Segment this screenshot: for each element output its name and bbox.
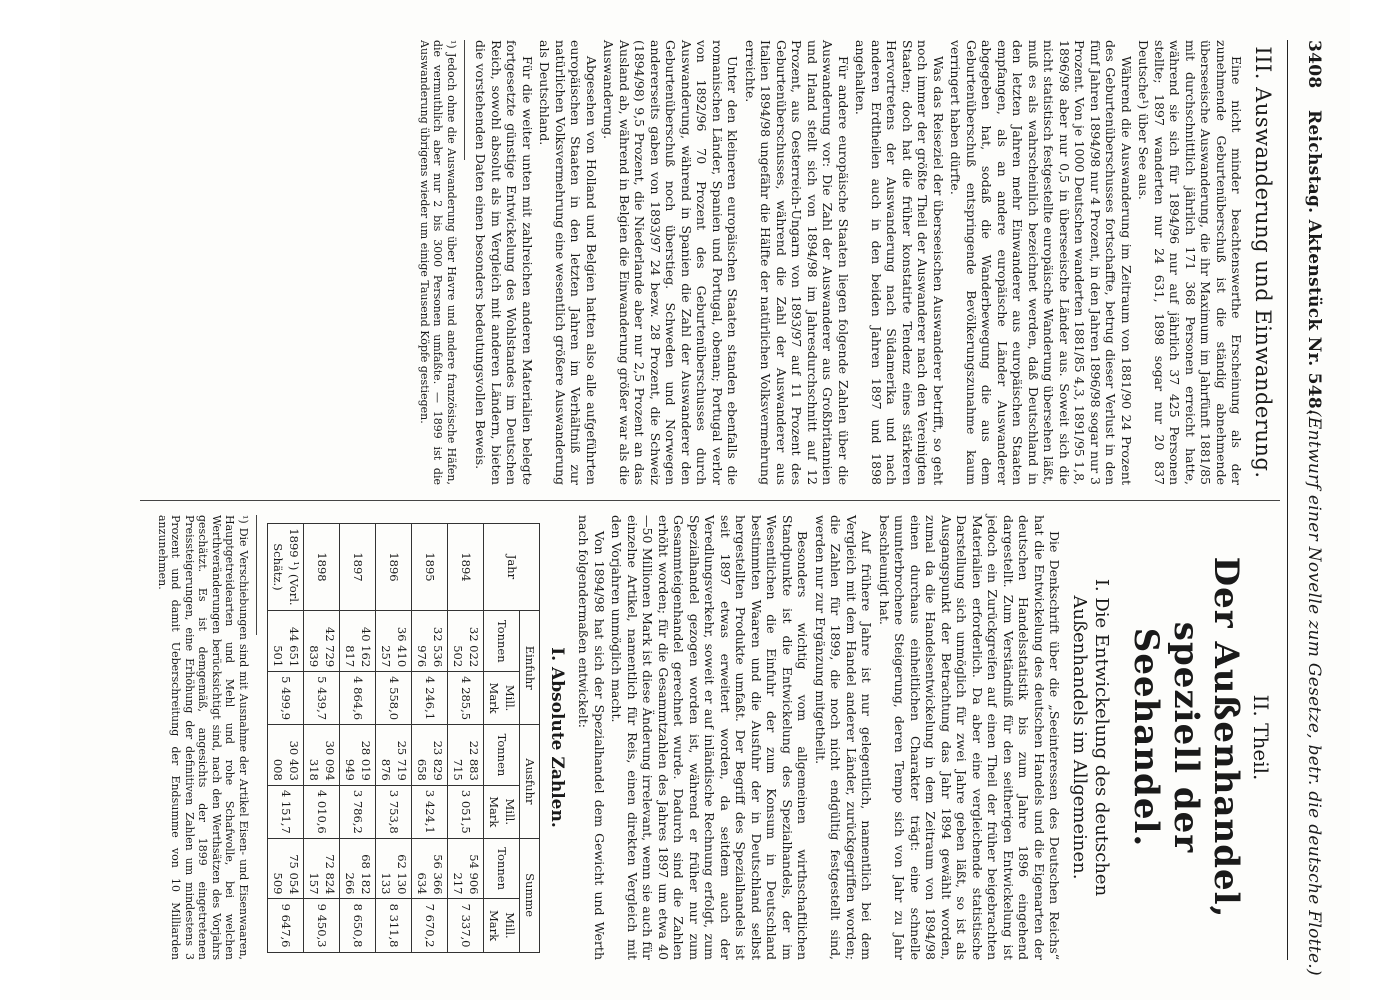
- paragraph: Während die Auswanderung im Zeitraum von 1881/90 24 Prozent des Geburtenüberschusses fortschaffte, betrug dieser Verlust in den fünf Jahren 1894/98 nur 4 Prozent, in den Jahren 1896/98 sogar nur 3 Prozent. Von je 1000 Deutschen wanderten 1881/85 4,3, 1891/95 1,8, 1896/98 aber nur 0,5 in überseeische Länder aus. Soweit sich die nicht statistisch festgestellte europäische Wanderung übersehen läßt, muß es als wahrscheinlich bezeichnet werden, daß Deutschland in den letzten Jahren mehr Einwanderer aus europäischen Staaten empfangen, als an andere europäische Länder Auswanderer abgegeben hat, sodaß die Wanderbewegung die aus dem Geburtenüberschuß entspringende Bevölkerungszunahme kaum verringert haben dürfte.: [948, 40, 1134, 485]
- running-title: Reichstag. Aktenstück Nr. 548.: [1304, 110, 1324, 416]
- col-header-year: Jahr: [484, 523, 541, 611]
- sub-header-mark: Mill. Mark: [484, 672, 520, 725]
- table-title: I. Absolute Zahlen.: [547, 647, 567, 828]
- scanned-page: [60, 0, 1350, 1000]
- part-heading: II. Theil.: [1249, 694, 1273, 781]
- sub-header-mark: Mill. Mark: [484, 899, 520, 952]
- table-row: 1896 36 410 257 4 558,0 25 719 876 3 753,8 62 130 133 8 311,8: [376, 523, 412, 952]
- table-row: 1898 42 729 839 5 439,7 30 094 318 4 010,6 72 824 157 9 450,3: [304, 523, 340, 952]
- paragraph: Eine nicht minder beachtenswerthe Erscheinung als der zunehmende Geburtenüberschuß ist die ständig abnehmende überseeische Auswanderung, die ihr Maximum im Jahrfünft 1881/85 mit durchschnittlich jährlich 171 368 Personen erreicht hatte, während sie sich für 1894/96 nur auf jährlich 37 425 Personen stellte; 1897 wanderten nur 24 631, 1898 sogar nur 20 837 Deutsche¹) über See aus.: [1136, 40, 1245, 485]
- footnote: ¹) Die Verschiebungen sind mit Ausnahme der Artikel Eisen- und Eisenwaaren, Hauptgetreidearten und Mehl und rohe Schafwolle, bei welchen Werthveränderungen berücksichtigt sind, nach den Werthsätzen des Vorjahrs geschätzt. Es ist demgemäß, angesichts der 1899 eingetretenen Preissteigerungen, eine Erhöhung der definitiven Zahlen um mindestens 3 Prozent und damit Ueberschreitung der Endsumme von 10 Milliarden anzunehmen.: [156, 515, 250, 960]
- paragraph: Besonders wichtig vom allgemeinen wirthschaftlichen Standpunkte ist die Entwickelung des Spezialhandels, der im Wesentlichen die Einfuhr der zum Konsum in Deutschland bestimmten Waaren und die Ausfuhr der in Deutschland selbst hergestellten Produkte umfaßt. Der Begriff des Spezialhandels ist seit 1897 etwas erweitert worden, da seitdem auch der Veredlungsverkehr, soweit er auf inländische Rechnung erfolgt, zum Spezialhandel gezogen worden ist, während er früher nur zum Gesammteigenhandel gerechnet wurde. Dadurch sind die Zahlen erhöht worden; für die Gesammtzahlen des Jahres 1897 um etwa 40—50 Millionen Mark ist diese Änderung irrelevant, wenn sie auch für einzelne Artikel, namentlich für Reis, einen direkten Vergleich mit den Vorjahren unmöglich macht.: [609, 515, 811, 960]
- trade-table: [267, 523, 541, 953]
- table-row: 1895 32 536 976 4 246,1 23 829 658 3 424,1 56 366 634 7 670,2: [412, 523, 448, 952]
- paragraph: Unter den kleineren europäischen Staaten standen ebenfalls die romanischen Länder, Spanien und Portugal, obenan; Portugal verlor von 1892/96 70 Prozent des Geburtenüberschusses durch Auswanderung, während in Spanien die Zahl der Auswanderer den Geburtenüberschuß noch überstieg. Schweden und Norwegen andererseits gaben von 1893/97 24 bezw. 28 Prozent, die Schweiz (1894/98) 9,5 Prozent, die Niederlande aber nur 2,5 Prozent an das Ausland ab, während in Belgien die Einwanderung größer war als die Auswanderung.: [601, 40, 741, 485]
- paragraph: Die Denkschrift über die „Seeinteressen des Deutschen Reichs“ hat die Entwickelung des deutschen Handels und die Eigenarten der deutschen Handelsstatistik bis zum Jahre 1896 eingehend dargestellt. Zum Verständniß für den seitherigen Entwickelung ist jedoch ein Zurückgreifen auf einen Theil der früher beigebrachten Materialien erforderlich. Da aber eine vergleichende statistische Darstellung sich unmöglich für zwei Jahre geben läßt, so ist als Ausgangspunkt der Betrachtung das Jahr 1894 gewählt worden, zumal da die Handelsentwickelung in dem Zeitraum von 1894/98 einen durchaus einheitlichen Charakter trägt: eine schnelle ununterbrochene Steigerung, deren Tempo sich von Jahr zu Jahr beschleunigt hat.: [877, 515, 1063, 960]
- col-header-sum: Summe: [520, 838, 541, 952]
- header-subtitle: (Entwurf einer Novelle zum Gesetze, betr. die deutsche Flotte.): [1304, 410, 1324, 976]
- paragraph: Von 1894/98 hat sich der Spezialhandel dem Gewicht und Werth nach folgendermaßen entwickelt:: [576, 515, 607, 960]
- right-column: [156, 515, 1281, 960]
- page-number: 3408: [1304, 40, 1324, 89]
- footnote-rule: [256, 515, 257, 635]
- left-column: [418, 40, 1281, 485]
- paragraph: Abgesehen von Holland und Belgien hatten also alle aufgeführten europäischen Staaten in den letzten Jahren im Verhältniß zur natürlichen Volksvermehrung eine wesentlich größere Auswanderung als Deutschland.: [537, 40, 599, 485]
- table-row: 1894 32 022 502 4 285,5 22 883 715 3 051,5 54 906 217 7 337,0: [448, 523, 484, 952]
- sub-header-tons: Tonnen: [484, 725, 520, 786]
- sub-header-tons: Tonnen: [484, 838, 520, 899]
- header-rule: [1287, 40, 1288, 960]
- col-header-export: Ausfuhr: [520, 725, 541, 839]
- paragraph: Für die weiter unten mit zahlreichen anderen Materialien belegte fortgesetzte günstige Entwickelung des Wohlstandes im Deutschen Reich, sowohl absolut als im Vergleich mit anderen Ländern, bieten die vorstehenden Daten einen besonders bedeutungsvollen Beweis.: [473, 40, 535, 485]
- paragraph: Was das Reiseziel der überseeischen Auswanderer betrifft, so geht noch immer der größte Theil der Auswanderer nach den Vereinigten Staaten; doch hat die früher konstatirte Tendenz eines stärkeren Hervortretens der Auswanderung nach Südamerika und nach anderen Erdtheilen auch in den beiden Jahren 1897 und 1898 angehalten.: [853, 40, 946, 485]
- paragraph: Auf frühere Jahre ist nur gelegentlich, namentlich bei dem Vergleich mit dem Handel anderer Länder, zurückgegriffen worden; die Zahlen für 1899, die noch nicht endgültig festgestellt sind, werden nur zur Ergänzung mitgetheilt.: [813, 515, 875, 960]
- column-divider: [140, 500, 1280, 501]
- sub-header-tons: Tonnen: [484, 611, 520, 672]
- col-header-import: Einfuhr: [520, 611, 541, 725]
- page-header: [1294, 40, 1324, 976]
- footnote: ¹) Jedoch ohne die Auswanderung über Havre und andere französische Häfen, die vermuthlich aber nur 2 bis 3000 Personen umfaßte. — 1899 ist die Auswanderung übrigens wieder um einige Tausend Köpfe gestiegen.: [418, 40, 458, 485]
- section-title-emigration: III. Auswanderung und Einwanderung.: [1251, 46, 1275, 479]
- footnote-rule: [464, 40, 465, 160]
- table-row: 1897 40 162 817 4 864,6 28 019 949 3 786,2 68 182 266 8 650,8: [340, 523, 376, 952]
- paragraph: Für andere europäische Staaten liegen folgende Zahlen über die Auswanderung vor: Die Zahl der Auswanderer aus Großbritannien und Irland stellt sich von 1894/98 im Jahresdurchschnitt auf 12 Prozent, aus Oesterreich-Ungarn von 1893/97 auf 11 Prozent des Geburtenüberschusses, während die Zahl der Auswanderer aus Italien 1894/98 ungefähr die Hälfte der natürlichen Volksvermehrung erreichte.: [743, 40, 851, 485]
- sub-header-mark: Mill. Mark: [484, 785, 520, 838]
- main-title: Der Außenhandel, speziell der Seehandel.: [1126, 556, 1247, 919]
- table-row: 1899 ¹) (Vorl. Schätz.) 44 651 501 5 499,9 30 403 008 4 151,7 75 054 509 9 647,6: [268, 523, 304, 952]
- section-title-trade: I. Die Entwickelung des deutschen Außenhandels im Allgemeinen.: [1069, 578, 1113, 897]
